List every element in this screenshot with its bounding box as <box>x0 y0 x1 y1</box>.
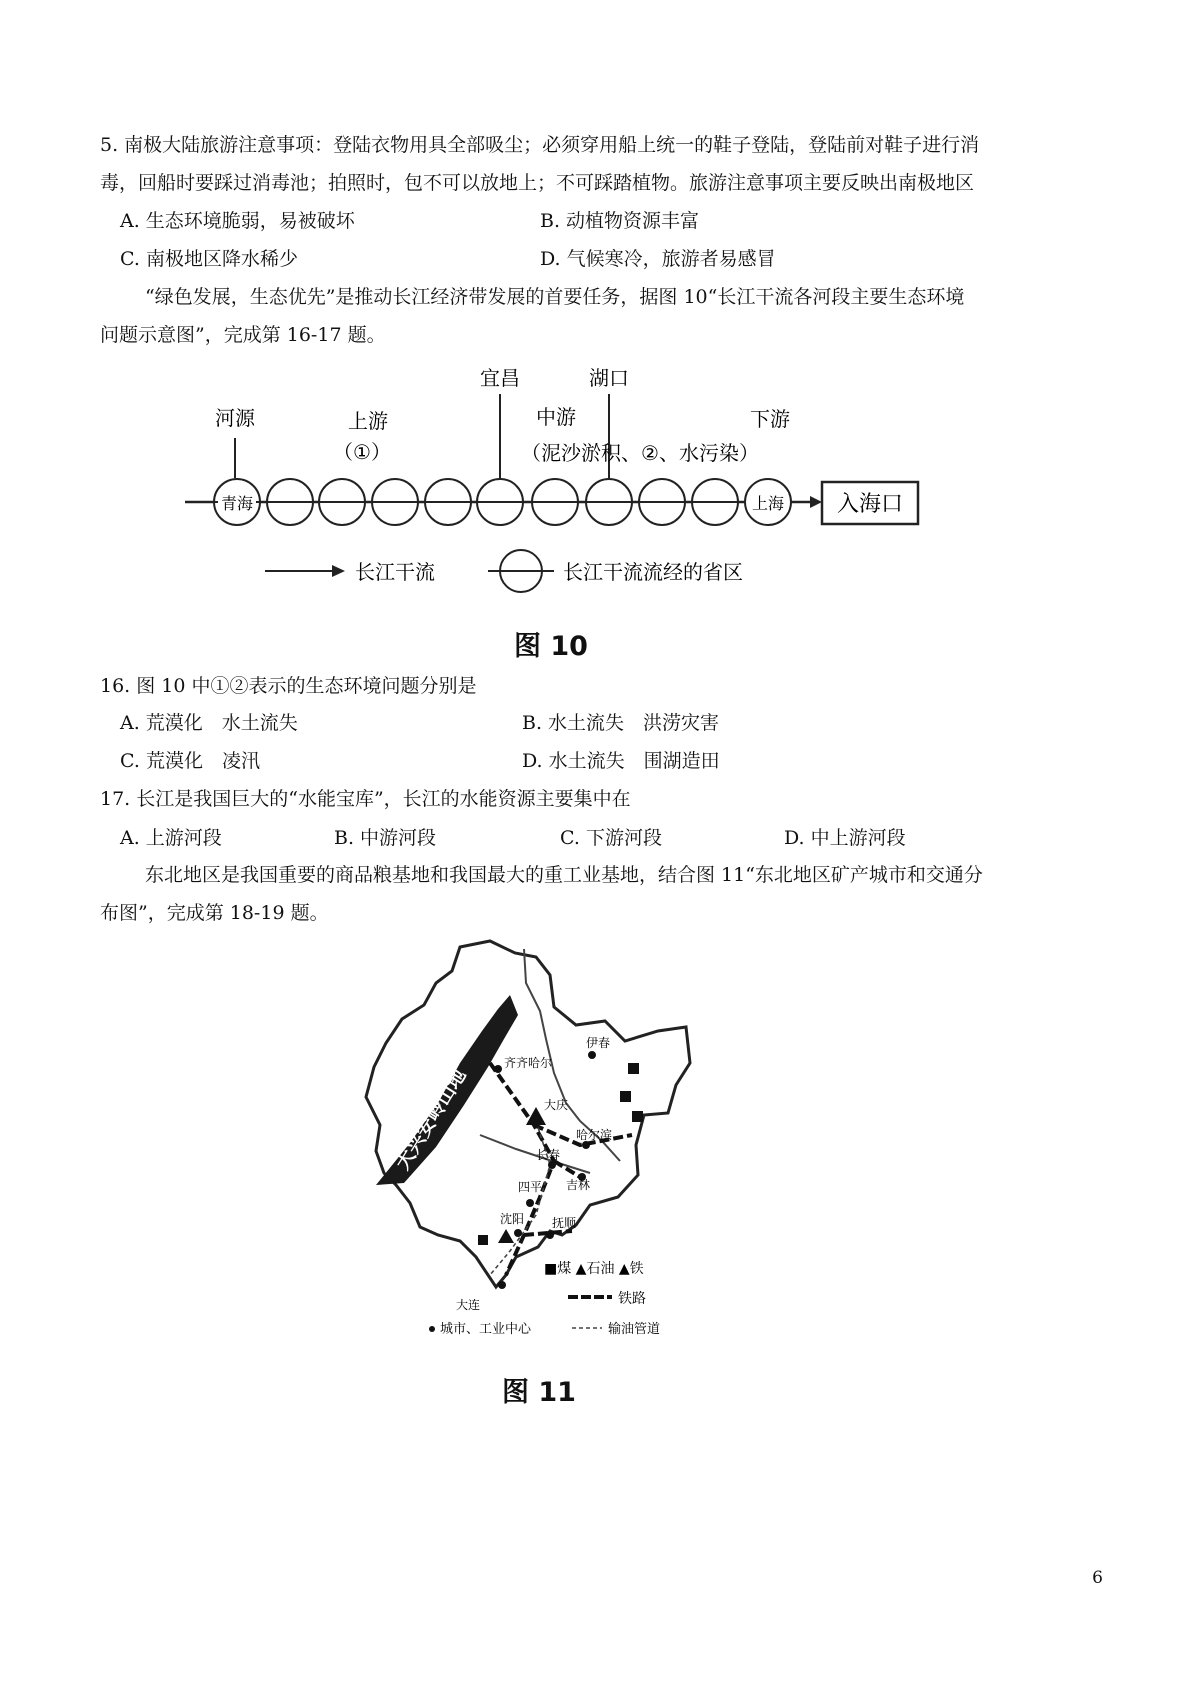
figure-10-caption: 图 10 <box>514 631 588 662</box>
city-siping: 四平 <box>518 1180 543 1194</box>
label-qinghai: 青海 <box>220 494 254 513</box>
page-number: 6 <box>1092 1568 1103 1588</box>
label-lower: 下游 <box>750 407 790 431</box>
city-daqing: 大庆 <box>544 1098 569 1112</box>
city-fushun: 抚顺 <box>552 1216 577 1230</box>
intro18-line1: 东北地区是我国重要的商品粮基地和我国最大的重工业基地，结合图 11“东北地区矿产城市和交通分 <box>145 864 983 886</box>
city-dalian: 大连 <box>456 1298 481 1312</box>
q16-option-b: B. 水土流失 洪涝灾害 <box>522 712 720 734</box>
figure-11-map <box>340 935 740 1335</box>
city-yichun: 伊春 <box>586 1036 611 1050</box>
q15-option-d: D. 气候寒冷，旅游者易感冒 <box>540 248 776 270</box>
label-yichang: 宜昌 <box>480 366 520 390</box>
label-source: 河源 <box>215 406 255 430</box>
label-shanghai: 上海 <box>751 494 785 513</box>
q17-stem: 17. 长江是我国巨大的“水能宝库”，长江的水能资源主要集中在 <box>100 788 631 810</box>
q16-option-a: A. 荒漠化 水土流失 <box>120 712 298 734</box>
label-upper: 上游 <box>348 409 388 433</box>
intro18-line2: 布图”，完成第 18-19 题。 <box>100 902 329 924</box>
q17-option-c: C. 下游河段 <box>560 827 662 849</box>
figure-11-caption: 图 11 <box>502 1377 576 1408</box>
q16-stem: 16. 图 10 中①②表示的生态环境问题分别是 <box>100 675 477 697</box>
legend-province: 长江干流流经的省区 <box>563 560 743 584</box>
q17-option-d: D. 中上游河段 <box>784 827 906 849</box>
legend-arrow-icon <box>332 565 345 577</box>
city-harbin: 哈尔滨 <box>576 1128 613 1142</box>
legend-pipeline: 输油管道 <box>608 1322 661 1335</box>
label-range: 大兴安岭山地 <box>391 1065 471 1174</box>
city-qiqihar: 齐齐哈尔 <box>504 1056 553 1070</box>
label-middle: 中游 <box>536 405 576 429</box>
q15-option-b: B. 动植物资源丰富 <box>540 210 700 232</box>
label-hukou: 湖口 <box>589 366 629 390</box>
q17-option-a: A. 上游河段 <box>120 827 222 849</box>
legend-main-stream: 长江干流 <box>355 560 435 584</box>
legend-railway: 铁路 <box>618 1291 646 1307</box>
city-jilin: 吉林 <box>566 1178 591 1192</box>
label-upper-issue: （①） <box>333 440 391 464</box>
q15-option-a: A. 生态环境脆弱，易被破坏 <box>120 210 355 232</box>
figure-10-diagram <box>0 360 1200 660</box>
city-shenyang: 沈阳 <box>500 1212 525 1226</box>
legend-city: 城市、工业中心 <box>440 1322 532 1335</box>
city-changchun: 长春 <box>536 1148 561 1162</box>
q16-option-c: C. 荒漠化 凌汛 <box>120 750 260 772</box>
q15-stem-line1: 5. 南极大陆旅游注意事项：登陆衣物用具全部吸尘；必须穿用船上统一的鞋子登陆，登陆前对鞋子进行消 <box>100 134 980 156</box>
q15-stem-line2: 毒，回船时要踩过消毒池；拍照时，包不可以放地上；不可踩踏植物。旅游注意事项主要反映出南极地区 <box>100 172 975 194</box>
q15-option-c: C. 南极地区降水稀少 <box>120 248 298 270</box>
label-mouth: 入海口 <box>836 492 904 517</box>
label-middle-issues: （泥沙淤积、②、水污染） <box>521 441 759 465</box>
q17-option-b: B. 中游河段 <box>334 827 437 849</box>
q16-option-d: D. 水土流失 围湖造田 <box>522 750 720 772</box>
intro16-line2: 问题示意图”，完成第 16-17 题。 <box>100 324 386 346</box>
legend-minerals: ■煤 ▲石油 ▲铁 <box>544 1261 644 1277</box>
intro16-line1: “绿色发展，生态优先”是推动长江经济带发展的首要任务，据图 10“长江干流各河段主要生态环境 <box>145 286 965 308</box>
